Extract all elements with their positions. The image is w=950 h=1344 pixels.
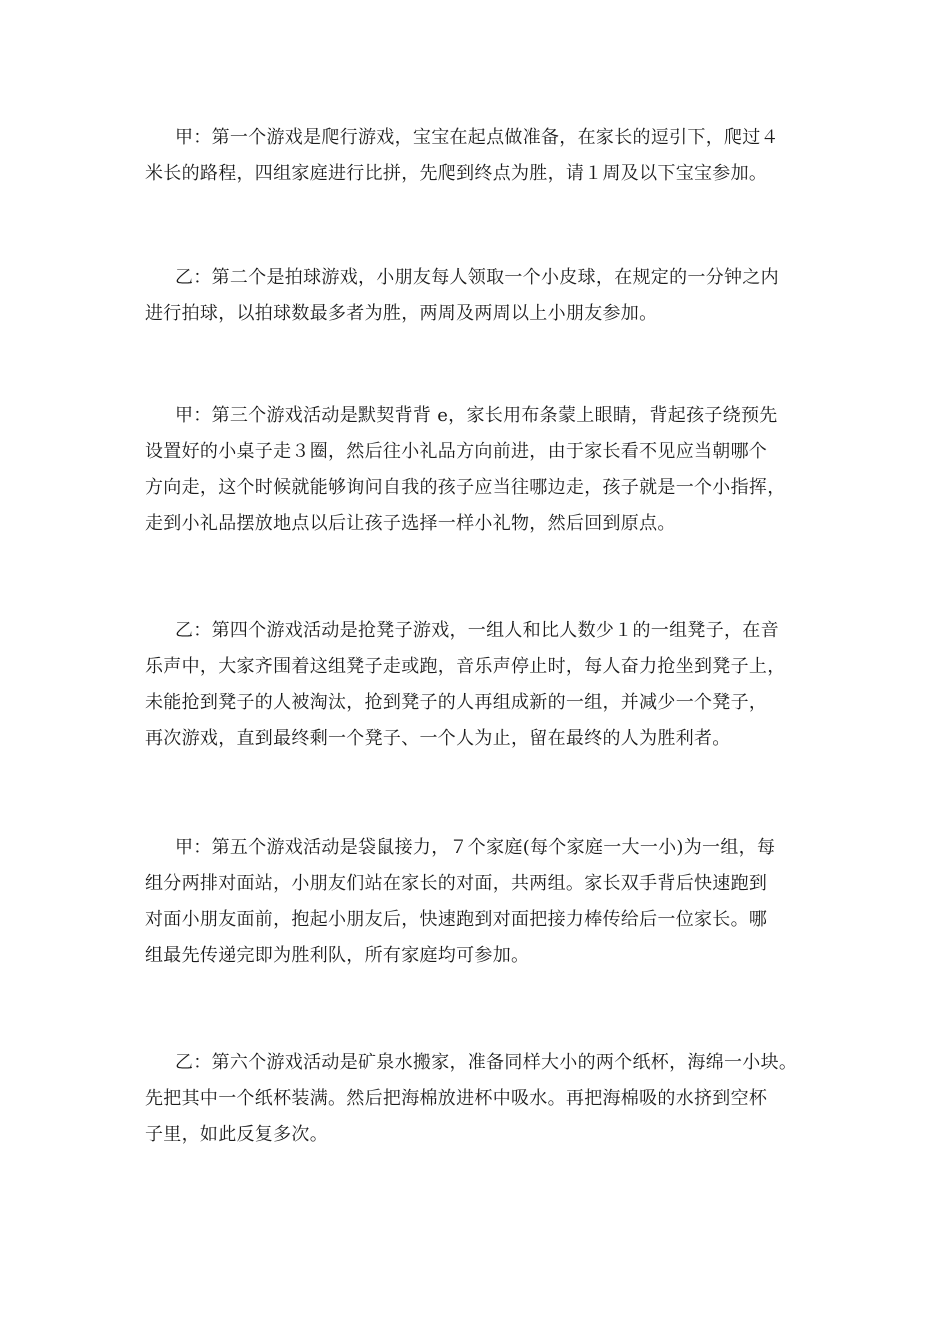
paragraph-kangaroo-relay-game	[145, 830, 845, 974]
paragraph-line: 乙：第二个是拍球游戏，小朋友每人领取一个小皮球，在规定的一分钟之内	[175, 267, 779, 288]
paragraph-crawling-game	[145, 120, 845, 192]
paragraph-line: 组分两排对面站，小朋友们站在家长的对面，共两组。家长双手背后快速跑到	[145, 873, 768, 894]
paragraph-piggyback-game	[145, 398, 845, 542]
paragraph-line: 进行拍球，以拍球数最多者为胜，两周及两周以上小朋友参加。	[145, 303, 658, 324]
paragraph-line: 未能抢到凳子的人被淘汰，抢到凳子的人再组成新的一组，并减少一个凳子，	[145, 692, 768, 713]
paragraph-line: 乐声中，大家齐围着这组凳子走或跑，音乐声停止时，每人奋力抢坐到凳子上，	[145, 656, 786, 677]
paragraph-line: 乙：第四个游戏活动是抢凳子游戏，一组人和比人数少１的一组凳子，在音	[175, 620, 779, 641]
paragraph-line: 对面小朋友面前，抱起小朋友后，快速跑到对面把接力棒传给后一位家长。哪	[145, 909, 768, 930]
paragraph-line: 米长的路程，四组家庭进行比拼，先爬到终点为胜，请１周及以下宝宝参加。	[145, 163, 768, 184]
paragraph-line: 再次游戏，直到最终剩一个凳子、一个人为止，留在最终的人为胜利者。	[145, 728, 731, 749]
paragraph-line: 甲：第一个游戏是爬行游戏，宝宝在起点做准备，在家长的逗引下，爬过４	[175, 127, 779, 148]
paragraph-musical-chairs-game	[145, 613, 845, 757]
paragraph-line: 设置好的小桌子走３圈，然后往小礼品方向前进，由于家长看不见应当朝哪个	[145, 441, 768, 462]
paragraph-ball-bouncing-game	[145, 260, 845, 332]
paragraph-line: 走到小礼品摆放地点以后让孩子选择一样小礼物，然后回到原点。	[145, 513, 676, 534]
paragraph-line: 先把其中一个纸杯装满。然后把海棉放进杯中吸水。再把海棉吸的水挤到空杯	[145, 1088, 768, 1109]
paragraph-line: 方向走，这个时候就能够询问自我的孩子应当往哪边走，孩子就是一个小指挥，	[145, 477, 786, 498]
paragraph-line: 甲：第五个游戏活动是袋鼠接力，７个家庭(每个家庭一大一小)为一组，每	[175, 837, 776, 858]
paragraph-water-moving-game	[145, 1045, 845, 1153]
paragraph-line: 子里，如此反复多次。	[145, 1124, 328, 1145]
paragraph-line: 组最先传递完即为胜利队，所有家庭均可参加。	[145, 945, 530, 966]
paragraph-line: 甲：第三个游戏活动是默契背背 e，家长用布条蒙上眼睛，背起孩子绕预先	[175, 405, 778, 426]
paragraph-line: 乙：第六个游戏活动是矿泉水搬家，准备同样大小的两个纸杯，海绵一小块。	[175, 1052, 798, 1073]
